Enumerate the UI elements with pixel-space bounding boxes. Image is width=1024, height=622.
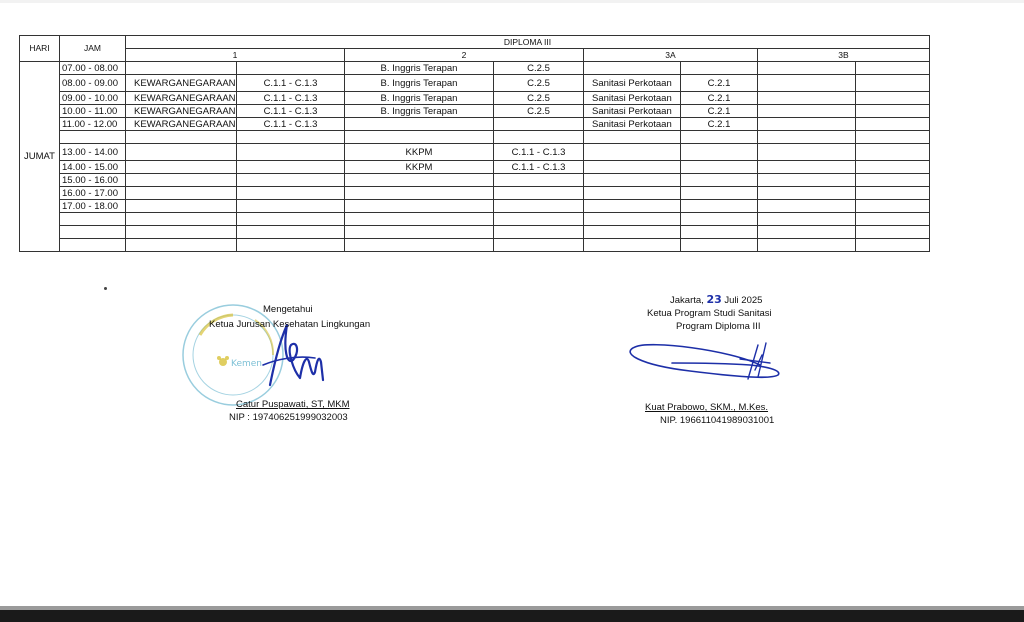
group-2-room bbox=[494, 200, 584, 213]
time-cell bbox=[60, 239, 126, 252]
table-row bbox=[20, 174, 930, 187]
scan-bottom-edge bbox=[0, 610, 1024, 622]
group-3a-subject bbox=[584, 187, 681, 200]
right-position: Ketua Program Studi Sanitasi bbox=[647, 308, 772, 319]
group-3b-subject bbox=[758, 161, 856, 174]
header-group-1: 1 bbox=[126, 49, 345, 62]
group-1-subject bbox=[126, 239, 237, 252]
group-3a-subject bbox=[584, 144, 681, 161]
time-cell bbox=[60, 226, 126, 239]
group-2-room bbox=[494, 118, 584, 131]
table-row bbox=[20, 118, 930, 131]
group-2-room bbox=[494, 239, 584, 252]
group-3a-subject bbox=[584, 239, 681, 252]
table-row bbox=[20, 75, 930, 92]
group-2-subject: KKPM bbox=[345, 161, 494, 174]
group-2-subject bbox=[345, 239, 494, 252]
day-cell: JUMAT bbox=[20, 62, 60, 252]
group-2-room: C.2.5 bbox=[494, 62, 584, 75]
group-2-room bbox=[494, 131, 584, 144]
group-3b-room bbox=[856, 144, 930, 161]
group-3b-room bbox=[856, 62, 930, 75]
left-signer-nip: NIP : 197406251999032003 bbox=[229, 412, 348, 423]
group-3b-subject bbox=[758, 226, 856, 239]
time-cell: 09.00 - 10.00 bbox=[60, 92, 126, 105]
group-1-subject bbox=[126, 187, 237, 200]
group-2-subject bbox=[345, 187, 494, 200]
group-3a-room: C.2.1 bbox=[681, 92, 758, 105]
group-2-subject bbox=[345, 118, 494, 131]
group-1-subject bbox=[126, 213, 237, 226]
group-1-room bbox=[237, 144, 345, 161]
group-3a-subject: Sanitasi Perkotaan bbox=[584, 118, 681, 131]
group-3a-subject bbox=[584, 174, 681, 187]
header-group-2: 2 bbox=[345, 49, 584, 62]
group-3a-room bbox=[681, 161, 758, 174]
schedule-table bbox=[19, 35, 930, 252]
group-3b-room bbox=[856, 239, 930, 252]
group-3a-subject: Sanitasi Perkotaan bbox=[584, 75, 681, 92]
left-position: Ketua Jurusan Kesehatan Lingkungan bbox=[209, 319, 371, 330]
group-1-subject: KEWARGANEGARAAN bbox=[126, 118, 237, 131]
group-3b-subject bbox=[758, 92, 856, 105]
group-3a-room: C.2.1 bbox=[681, 75, 758, 92]
scan-top-edge bbox=[0, 0, 1024, 3]
group-3b-subject bbox=[758, 131, 856, 144]
group-1-room bbox=[237, 62, 345, 75]
group-1-subject: KEWARGANEGARAAN bbox=[126, 75, 237, 92]
right-date-line bbox=[670, 293, 762, 306]
group-2-room: C.2.5 bbox=[494, 75, 584, 92]
group-3b-subject bbox=[758, 187, 856, 200]
header-program: DIPLOMA III bbox=[126, 36, 930, 49]
group-1-subject bbox=[126, 131, 237, 144]
group-1-room bbox=[237, 187, 345, 200]
group-3a-subject bbox=[584, 200, 681, 213]
group-3a-room bbox=[681, 174, 758, 187]
group-3b-room bbox=[856, 200, 930, 213]
group-3b-subject bbox=[758, 144, 856, 161]
group-2-subject bbox=[345, 226, 494, 239]
group-3a-subject bbox=[584, 161, 681, 174]
group-1-room bbox=[237, 161, 345, 174]
group-2-room bbox=[494, 213, 584, 226]
group-2-room bbox=[494, 174, 584, 187]
group-3b-subject bbox=[758, 174, 856, 187]
group-3b-room bbox=[856, 75, 930, 92]
group-2-room bbox=[494, 187, 584, 200]
group-1-room: C.1.1 - C.1.3 bbox=[237, 75, 345, 92]
group-2-room bbox=[494, 226, 584, 239]
group-3b-subject bbox=[758, 105, 856, 118]
group-3b-room bbox=[856, 92, 930, 105]
group-1-room: C.1.1 - C.1.3 bbox=[237, 92, 345, 105]
group-1-room: C.1.1 - C.1.3 bbox=[237, 118, 345, 131]
group-2-subject bbox=[345, 213, 494, 226]
time-cell: 08.00 - 09.00 bbox=[60, 75, 126, 92]
group-3a-subject bbox=[584, 226, 681, 239]
group-1-room bbox=[237, 239, 345, 252]
table-row bbox=[20, 239, 930, 252]
seal-lettering: Kemen bbox=[231, 359, 262, 369]
table-row bbox=[20, 226, 930, 239]
header-group-3a: 3A bbox=[584, 49, 758, 62]
signature-right bbox=[610, 290, 840, 430]
table-row bbox=[20, 161, 930, 174]
group-1-subject: KEWARGANEGARAAN bbox=[126, 105, 237, 118]
group-2-subject: KKPM bbox=[345, 144, 494, 161]
scan-speck bbox=[104, 287, 107, 290]
right-day-handwritten: 23 bbox=[706, 293, 722, 306]
group-2-room: C.1.1 - C.1.3 bbox=[494, 144, 584, 161]
group-1-room bbox=[237, 226, 345, 239]
group-1-room bbox=[237, 213, 345, 226]
group-1-room bbox=[237, 131, 345, 144]
group-3b-subject bbox=[758, 239, 856, 252]
group-3b-subject bbox=[758, 200, 856, 213]
table-row bbox=[20, 200, 930, 213]
right-signer-nip: NIP. 196611041989031001 bbox=[660, 415, 775, 426]
right-signature-icon bbox=[610, 335, 840, 395]
group-1-room bbox=[237, 200, 345, 213]
time-cell: 17.00 - 18.00 bbox=[60, 200, 126, 213]
group-3a-room bbox=[681, 131, 758, 144]
group-1-subject bbox=[126, 144, 237, 161]
table-row bbox=[20, 92, 930, 105]
left-heading: Mengetahui bbox=[263, 304, 313, 315]
group-2-room: C.1.1 - C.1.3 bbox=[494, 161, 584, 174]
group-1-subject bbox=[126, 62, 237, 75]
group-3b-room bbox=[856, 161, 930, 174]
group-3b-subject bbox=[758, 62, 856, 75]
schedule-body bbox=[20, 62, 930, 252]
group-2-subject bbox=[345, 174, 494, 187]
group-3b-subject bbox=[758, 75, 856, 92]
group-3b-room bbox=[856, 226, 930, 239]
group-3a-room bbox=[681, 239, 758, 252]
group-3a-room: C.2.1 bbox=[681, 105, 758, 118]
group-3a-subject: Sanitasi Perkotaan bbox=[584, 105, 681, 118]
group-3b-subject bbox=[758, 118, 856, 131]
header-group-3b: 3B bbox=[758, 49, 930, 62]
group-3b-room bbox=[856, 187, 930, 200]
table-row bbox=[20, 144, 930, 161]
group-1-subject: KEWARGANEGARAAN bbox=[126, 92, 237, 105]
right-program: Program Diploma III bbox=[676, 321, 761, 332]
group-2-subject bbox=[345, 131, 494, 144]
group-3b-room bbox=[856, 131, 930, 144]
group-3b-subject bbox=[758, 213, 856, 226]
time-cell: 07.00 - 08.00 bbox=[60, 62, 126, 75]
group-3a-subject bbox=[584, 62, 681, 75]
right-place: Jakarta, bbox=[670, 295, 704, 306]
group-2-subject: B. Inggris Terapan bbox=[345, 62, 494, 75]
time-cell: 10.00 - 11.00 bbox=[60, 105, 126, 118]
time-cell bbox=[60, 213, 126, 226]
group-1-subject bbox=[126, 174, 237, 187]
group-3a-subject bbox=[584, 131, 681, 144]
table-row bbox=[20, 131, 930, 144]
group-3a-subject bbox=[584, 213, 681, 226]
table-row bbox=[20, 213, 930, 226]
group-2-subject bbox=[345, 200, 494, 213]
table-row bbox=[20, 105, 930, 118]
group-2-subject: B. Inggris Terapan bbox=[345, 75, 494, 92]
group-3b-room bbox=[856, 105, 930, 118]
group-3b-room bbox=[856, 174, 930, 187]
group-2-subject: B. Inggris Terapan bbox=[345, 105, 494, 118]
left-signer-name: Catur Puspawati, ST, MKM bbox=[236, 399, 350, 410]
right-signer-name: Kuat Prabowo, SKM., M.Kes. bbox=[645, 402, 769, 413]
table-row bbox=[20, 62, 930, 75]
group-3a-subject: Sanitasi Perkotaan bbox=[584, 92, 681, 105]
time-cell: 14.00 - 15.00 bbox=[60, 161, 126, 174]
time-cell: 16.00 - 17.00 bbox=[60, 187, 126, 200]
header-jam: JAM bbox=[60, 36, 126, 62]
time-cell bbox=[60, 131, 126, 144]
group-3a-room bbox=[681, 200, 758, 213]
group-3b-room bbox=[856, 213, 930, 226]
group-3a-room bbox=[681, 213, 758, 226]
group-3a-room bbox=[681, 226, 758, 239]
group-3a-room bbox=[681, 144, 758, 161]
group-3a-room bbox=[681, 187, 758, 200]
time-cell: 13.00 - 14.00 bbox=[60, 144, 126, 161]
group-3b-room bbox=[856, 118, 930, 131]
time-cell: 15.00 - 16.00 bbox=[60, 174, 126, 187]
time-cell: 11.00 - 12.00 bbox=[60, 118, 126, 131]
group-1-room: C.1.1 - C.1.3 bbox=[237, 105, 345, 118]
group-1-subject bbox=[126, 161, 237, 174]
group-2-room: C.2.5 bbox=[494, 92, 584, 105]
group-1-subject bbox=[126, 226, 237, 239]
group-2-room: C.2.5 bbox=[494, 105, 584, 118]
group-3a-room bbox=[681, 62, 758, 75]
group-1-room bbox=[237, 174, 345, 187]
table-row bbox=[20, 187, 930, 200]
group-3a-room: C.2.1 bbox=[681, 118, 758, 131]
header-hari: HARI bbox=[20, 36, 60, 62]
group-2-subject: B. Inggris Terapan bbox=[345, 92, 494, 105]
signature-left bbox=[175, 300, 425, 430]
right-month-year: Juli 2025 bbox=[724, 295, 763, 306]
group-1-subject bbox=[126, 200, 237, 213]
